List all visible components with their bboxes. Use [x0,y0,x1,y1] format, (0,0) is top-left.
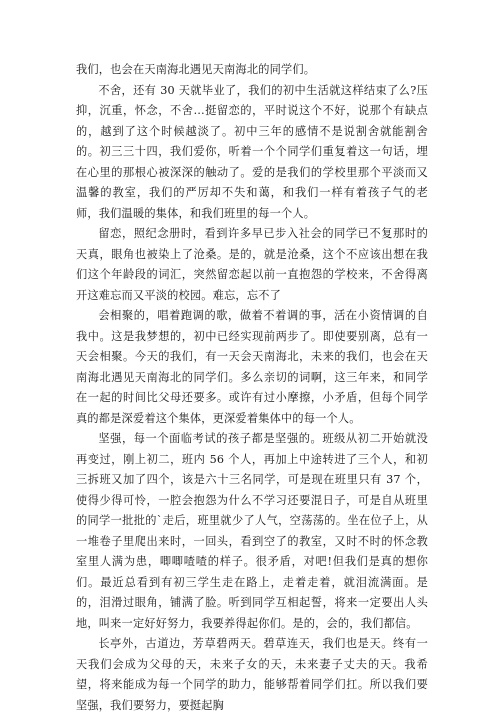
paragraph-1: 我们，也会在天南海北遇见天南海北的同学们。 [76,63,316,76]
paragraph-4: 会相聚的，唱着跑调的歌，做着不着调的事，活在小资情调的自我中。这是我梦想的，初中已经实现前两步了。即使要别离，总有一天会相聚。今天的我们，有一天会天南海北，未来的我们，也会在天南海北遇见天南海北的同学们。多么亲切的词啊，这三年来，和同学在一起的时间比父母还要多。或许有过小摩擦，小矛盾，但每个同学真的都是深爱着这个集体，更深爱着集体中的每一个人。 [76,309,428,425]
paragraph-2: 不舍，还有 30 天就毕业了，我们的初中生活就这样结束了么?压抑，沉重，怀念，不舍…挺留恋的，平时说这个不好，说那个有缺点的，越到了这个时候越淡了。初中三年的感情不是说割舍就能割舍的。初三三十四，我们爱你，听着一个个同学们重复着这一句话，埋在心里的那根心被深深的触动了。爱的是我们的学校里那个平淡而又温馨的教室，我们的严厉却不失和蔼，和我们一样有着孩子气的老师，我们温暖的集体，和我们班里的每一个人。 [76,83,428,220]
document-body [76,60,428,716]
paragraph-3: 留恋，照纪念册时，看到许多早已步入社会的同学已不复那时的天真，眼角也被染上了沧桑。是的，就是沧桑，这个不应该出想在我们这个年龄段的词汇，突然留恋起以前一直抱怨的学校来，不舍得离开这难忘而又平淡的校园。难忘，忘不了 [76,227,428,302]
paragraph-5: 坚强，每一个面临考试的孩子都是坚强的。班级从初二开始就没再变过，刚上初二，班内 56 个人，再加上中途转进了三个人，和初三拆班又加了四个，该是六十三名同学，可是现在班里只有 37 个，使得少得可怜，一腔会抱怨为什么不学习还要混日子，可是自从班里的同学一批批的`走后，班里就少了人气，空荡荡的。坐在位子上，从一堆卷子里爬出来时，一回头，看到空了的教室，又时不时的怀念教室里人满为患，唧唧喳喳的样子。很矛盾，对吧!但我们是真的想你们。最近总看到有初三学生走在路上，走着走着，就泪流满面。是的，泪滑过眼角，铺满了脸。听到同学互相起誓，将来一定要出人头地，叫来一定好好努力，我要养得起你们。是的，会的，我们都信。 [76,432,428,630]
paragraph-6: 长亭外，古道边，芳草碧两天。碧草连天，我们也是天。终有一天我们会成为父母的天，未来子女的天，未来妻子丈夫的天。我希望，将来能成为每一个同学的助力，能够帮着同学们扛。所以我们要坚强，我们要努力，要挺起胸 [76,637,428,712]
